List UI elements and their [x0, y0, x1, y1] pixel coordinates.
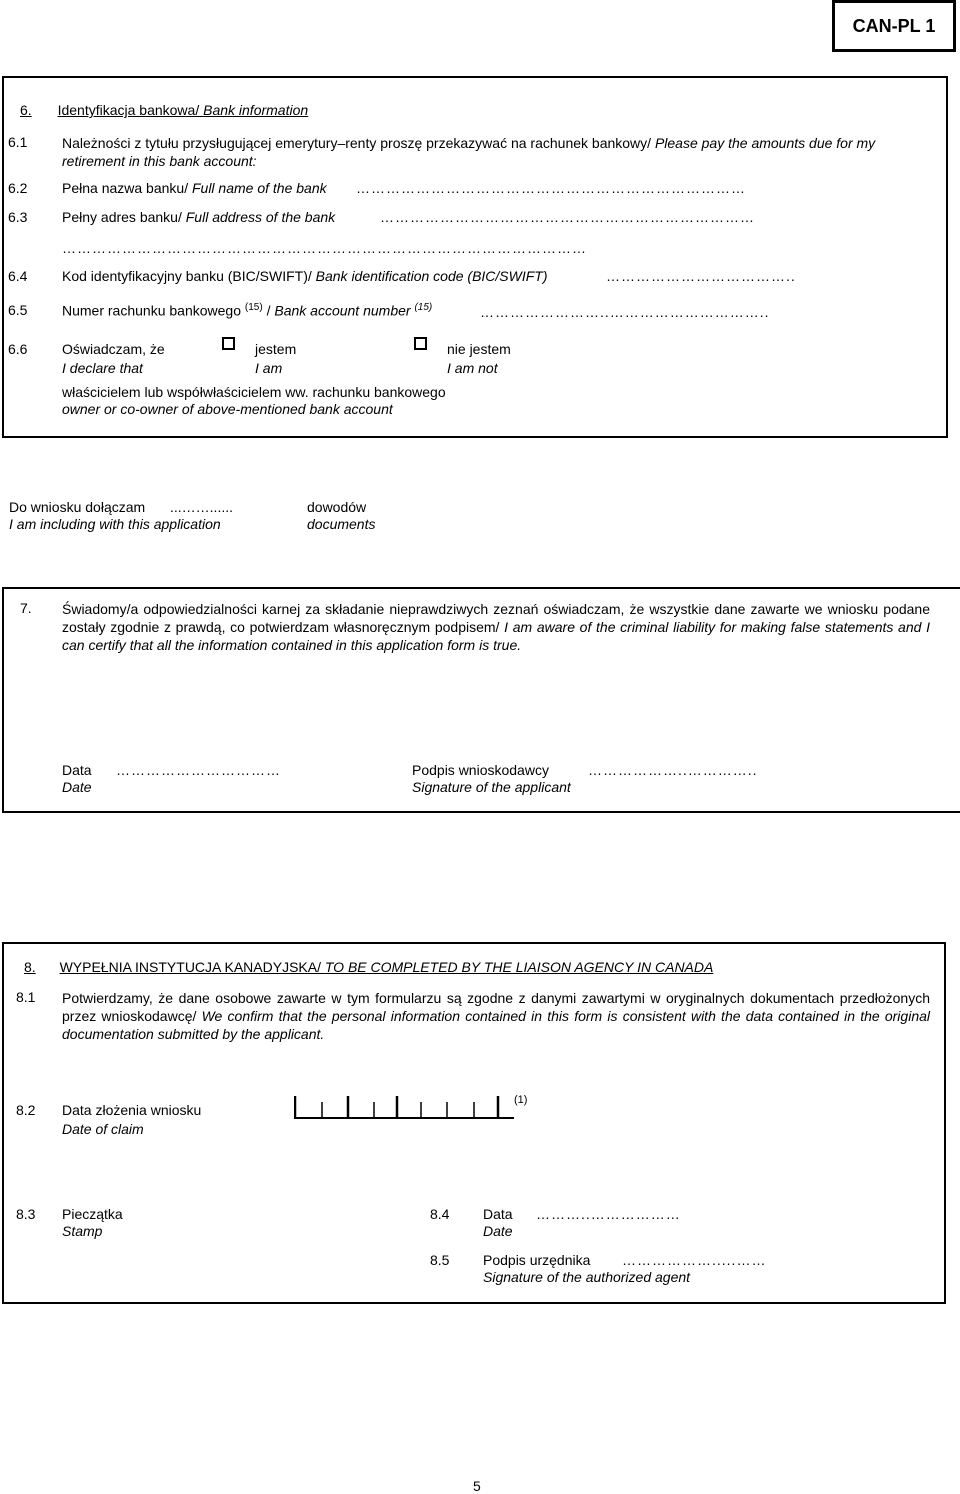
i-am-not-pl: nie jestem: [447, 341, 511, 357]
agent-signature-en: Signature of the authorized agent: [483, 1269, 691, 1285]
claim-date-footnote: (1): [514, 1094, 528, 1106]
section-6-title: 6. Identyfikacja bankowa/ Bank information: [20, 102, 309, 118]
attach-pl: Do wniosku dołączam: [9, 499, 146, 515]
account-number-field[interactable]: ……………………..…………………………..: [480, 304, 770, 320]
row-8-1-text: Potwierdzamy, że dane osobowe zawarte w tym formularzu są zgodne z danymi zawartymi w oryginalnych dokumentach przedłożonych przez wnioskodawcę/ We confirm that the personal information contained in this form is consistent with the data contained in the original documentation submitted by the applicant.: [62, 990, 930, 1042]
row-6-3-text: Pełny adres banku/ Full address of the bank: [62, 209, 336, 225]
attach-docs-pl: dowodów: [307, 499, 367, 515]
bank-address-field[interactable]: …………………………………………………………………: [380, 209, 755, 225]
row-8-2-en: Date of claim: [62, 1121, 144, 1137]
row-8-2-pl: Data złożenia wniosku: [62, 1102, 202, 1118]
form-code: CAN-PL 1: [852, 16, 936, 36]
i-am-not-checkbox[interactable]: [414, 337, 427, 350]
claim-date-field[interactable]: [294, 1096, 514, 1120]
row-8-1-num: 8.1: [16, 989, 36, 1005]
page-number: 5: [473, 1478, 481, 1494]
row-6-4-text: Kod identyfikacyjny banku (BIC/SWIFT)/ Bank identification code (BIC/SWIFT): [62, 268, 548, 284]
i-am-pl: jestem: [255, 341, 297, 357]
row-8-2-num: 8.2: [16, 1102, 36, 1118]
section-7-num: 7.: [20, 600, 32, 616]
agency-date-pl: Data: [483, 1206, 513, 1222]
agent-signature-field[interactable]: ……………….....……: [622, 1252, 767, 1268]
bank-name-field[interactable]: ……………………………………………………………………: [356, 180, 746, 196]
row-8-4-num: 8.4: [430, 1206, 450, 1222]
row-8-5-num: 8.5: [430, 1252, 450, 1268]
signature-en: Signature of the applicant: [412, 779, 571, 795]
section-8-title: 8. WYPEŁNIA INSTYTUCJA KANADYJSKA/ TO BE COMPLETED BY THE LIAISON AGENCY IN CANADA: [24, 959, 714, 975]
applicant-date-field[interactable]: ……………………………: [116, 762, 281, 778]
applicant-signature-field[interactable]: ………………..…………..: [588, 762, 758, 778]
signature-pl: Podpis wnioskodawcy: [412, 762, 549, 778]
bic-swift-field[interactable]: ………………………………..: [606, 268, 796, 284]
declare-en: I declare that: [62, 360, 143, 376]
agency-date-field[interactable]: ………..………………: [536, 1206, 681, 1222]
stamp-pl: Pieczątka: [62, 1206, 123, 1222]
agency-date-en: Date: [483, 1223, 513, 1239]
row-6-5-num: 6.5: [8, 302, 28, 318]
i-am-not-en: I am not: [447, 360, 498, 376]
row-6-2-num: 6.2: [8, 180, 28, 196]
owner-pl: właścicielem lub współwłaścicielem ww. rachunku bankowego: [62, 384, 446, 400]
owner-en: owner or co-owner of above-mentioned bank account: [62, 401, 393, 417]
i-am-checkbox[interactable]: [222, 337, 235, 350]
agent-signature-pl: Podpis urzędnika: [483, 1252, 591, 1268]
section-7-text: Świadomy/a odpowiedzialności karnej za składanie nieprawdziwych zeznań oświadczam, że wszystkie dane zawarte we wniosku podane zostały zgodnie z prawdą, co potwierdzam własnoręcznym podpisem/ I am aware of the criminal liability for making false statements and I can certify that all the information contained in this application form is true.: [62, 601, 930, 653]
bank-address-field-line2[interactable]: ……………………………………………………………………………………………: [62, 240, 587, 256]
row-6-6-num: 6.6: [8, 341, 28, 357]
declare-pl: Oświadczam, że: [62, 341, 165, 357]
row-6-3-num: 6.3: [8, 209, 28, 225]
date-tick-marks: [294, 1096, 514, 1120]
row-6-4-num: 6.4: [8, 268, 28, 284]
i-am-en: I am: [255, 360, 283, 376]
row-6-2-text: Pełna nazwa banku/ Full name of the bank: [62, 180, 327, 196]
attach-count-field[interactable]: ...……......: [170, 499, 234, 515]
row-6-1-text: Należności z tytułu przysługującej emerytury–renty proszę przekazywać na rachunek bankowy/ Please pay the amounts due for my retirement in this bank account:: [62, 135, 876, 169]
row-8-3-num: 8.3: [16, 1206, 36, 1222]
date-pl: Data: [62, 762, 92, 778]
attach-en: I am including with this application: [9, 516, 221, 532]
attach-docs-en: documents: [307, 516, 376, 532]
stamp-en: Stamp: [62, 1223, 103, 1239]
form-code-box: [832, 0, 956, 52]
row-6-1-num: 6.1: [8, 134, 28, 150]
row-6-5-text: Numer rachunku bankowego $^{(15)}$ / Bank account number $^{(15)}$: [62, 302, 433, 319]
date-en: Date: [62, 779, 92, 795]
